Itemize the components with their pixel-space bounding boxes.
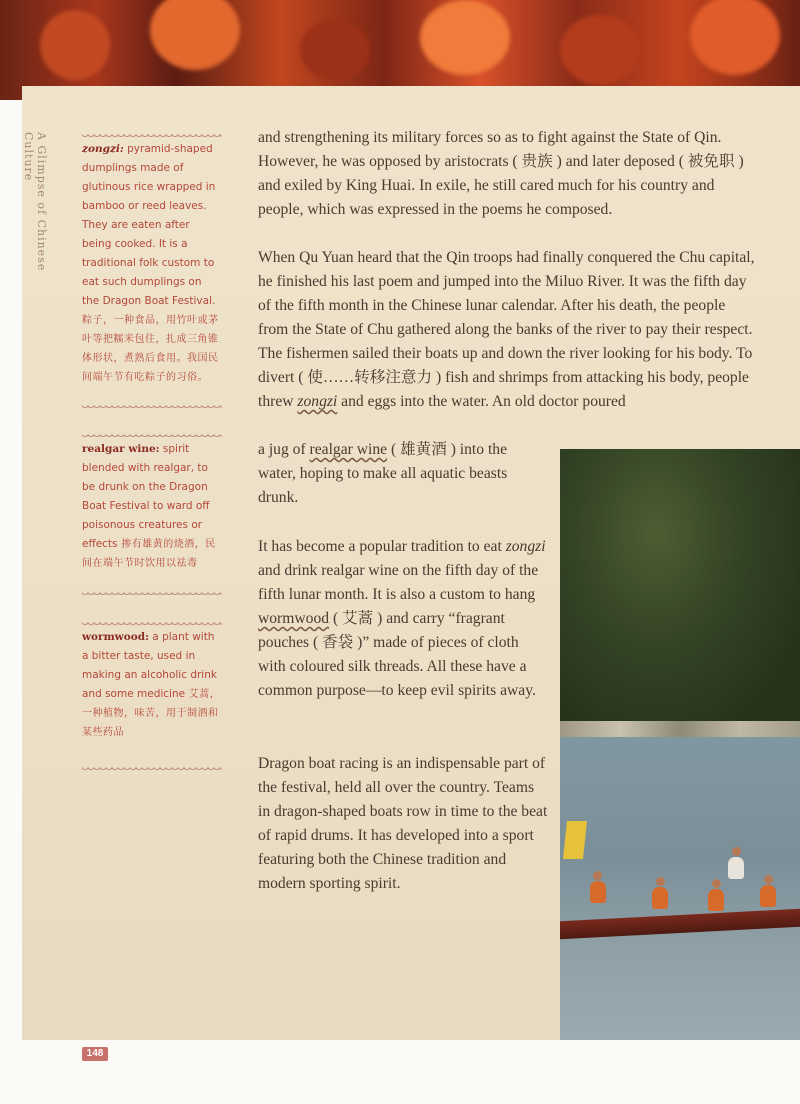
photo-rower <box>708 889 724 911</box>
glossary-divider <box>82 767 222 772</box>
paragraph-festival-customs <box>258 535 548 703</box>
lantern-decoration <box>690 0 780 75</box>
paragraph-text: It has become a popular tradition to eat <box>258 538 506 555</box>
photo-rower-head <box>593 871 602 880</box>
glossary-entry-realgar-wine <box>82 440 222 573</box>
glossary-divider <box>82 405 222 410</box>
photo-rower-head <box>764 875 773 884</box>
glossary-definition: pyramid-shaped dumplings made of glutinous rice wrapped in bamboo or reed leaves. They are eaten after being cooked. It is a traditional folk custom to eat such dumplings on the Dragon Boat Festival. <box>82 143 216 307</box>
paragraph-qu-yuan-death <box>258 246 758 414</box>
keyword-zongzi: zongzi <box>297 393 338 410</box>
photo-rower <box>590 881 606 903</box>
glossary-term: realgar wine: <box>82 443 160 455</box>
glossary-entry-wormwood <box>82 628 222 742</box>
glossary-entry-zongzi <box>82 140 222 387</box>
photo-drummer <box>728 857 744 879</box>
paragraph-text: a jug of <box>258 441 310 458</box>
glossary-divider <box>82 134 222 139</box>
photo-rower-head <box>732 847 741 856</box>
page-number: 148 <box>82 1047 108 1061</box>
photo-rower-head <box>712 879 721 888</box>
lantern-decoration <box>420 0 510 75</box>
paragraph-realgar-wine <box>258 438 548 510</box>
glossary-divider <box>82 622 222 627</box>
lantern-decoration <box>300 20 370 80</box>
paragraph-dragon-boat-racing <box>258 752 548 896</box>
photo-rower-head <box>656 877 665 886</box>
paragraph-text: and strengthening its military forces so as to fight against the State of Qin. However, he was opposed by aristocrats ( 贵族 ) and later deposed ( 被免职 ) and exiled by King Huai. In exile, he still cared much for his country and people, which was expressed in the poems he composed. <box>258 129 744 218</box>
dragon-boat-photo <box>560 449 800 1040</box>
paragraph-text: ( 雄黄酒 ) into the water, hoping to make all aquatic beasts drunk. <box>258 441 508 506</box>
photo-hillside <box>560 449 800 729</box>
glossary-chinese: 掺有雄黄的烧酒，民间在端午节时饮用以祛毒 <box>82 539 216 569</box>
glossary-term: zongzi: <box>82 143 124 155</box>
paragraph-qu-yuan-exile <box>258 126 758 222</box>
lantern-decoration <box>40 10 110 80</box>
glossary-definition: spirit blended with realgar, to be drunk on the Dragon Boat Festival to ward off poisonous creatures or effects <box>82 443 210 550</box>
paragraph-text: Dragon boat racing is an indispensable part of the festival, held all over the country. Teams in dragon-shaped boats row in time to the beat of rapid drums. It has developed into a sport featuring both the Chinese tradition and modern sporting spirit. <box>258 755 548 892</box>
photo-shoreline <box>560 721 800 737</box>
paragraph-text: and eggs into the water. An old doctor poured <box>337 393 626 410</box>
keyword-realgar-wine: realgar wine <box>309 441 388 458</box>
paragraph-text: ( 艾蒿 ) and carry “fragrant pouches ( 香袋 )” made of pieces of cloth with coloured silk threads. All these have a common purpose—to keep evil spirits away. <box>258 610 536 699</box>
keyword-wormwood: wormwood <box>258 610 330 627</box>
paragraph-text: When Qu Yuan heard that the Qin troops had finally conquered the Chu capital, he finished his last poem and jumped into the Miluo River. It was the fifth day of the fifth month in the Chinese lunar calendar. After his death, the people from the State of Chu gathered along the banks of the river to pay their respect. The fishermen sailed their boats up and down the river looking for his body. To divert ( 使……转移注意力 ) fish and shrimps from attacking his body, people threw <box>258 249 755 410</box>
glossary-chinese: 粽子，一种食品，用竹叶或茅叶等把糯米包住，扎成三角锥体形状，煮熟后食用。我国民间端午节有吃粽子的习俗。 <box>82 315 219 383</box>
side-running-title: A Glimpse of Chinese Culture <box>22 132 48 272</box>
glossary-chinese: 艾蒿，一种植物，味苦，用于制酒和某些药品 <box>82 689 221 738</box>
keyword-zongzi: zongzi <box>505 538 546 555</box>
glossary-term: wormwood: <box>82 631 149 643</box>
photo-drum-flag <box>563 821 587 859</box>
paragraph-text: and drink realgar wine on the fifth day of the fifth lunar month. It is also a custom to hang <box>258 562 539 603</box>
photo-rower <box>652 887 668 909</box>
glossary-definition: a plant with a bitter taste, used in making an alcoholic drink and some medicine <box>82 631 217 700</box>
header-banner-photo <box>0 0 800 100</box>
glossary-divider <box>82 592 222 597</box>
lantern-decoration <box>560 15 640 85</box>
photo-rower <box>760 885 776 907</box>
glossary-divider <box>82 434 222 439</box>
lantern-decoration <box>150 0 240 70</box>
